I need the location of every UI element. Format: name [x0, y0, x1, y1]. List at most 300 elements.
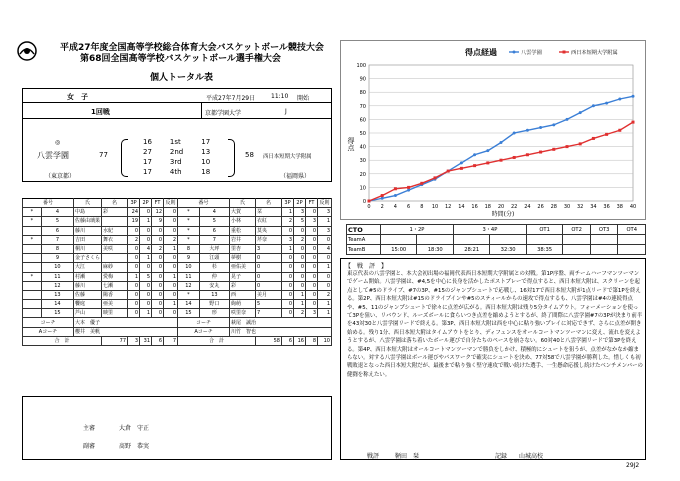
player-number: 4 — [41, 208, 73, 217]
cto-team: TeamA — [347, 235, 381, 245]
player-stat: 0 — [306, 281, 318, 290]
chart-xtick-label: 2 — [380, 204, 384, 210]
player-first-name: 七瀬 — [102, 281, 128, 290]
player-number: 9 — [41, 254, 73, 263]
game-time: 11:10 — [271, 93, 289, 100]
player-stat: 0 — [128, 281, 140, 290]
chart-point — [579, 111, 582, 114]
player-stat: 0 — [140, 281, 152, 290]
player-stat: 0 — [306, 290, 318, 299]
home-team-name: 八雲学園 — [37, 151, 69, 160]
player-first-name — [102, 217, 128, 226]
starter-mark: 11 — [178, 272, 200, 281]
cto-team-b-row — [347, 245, 646, 255]
quarter-label: 3rd — [169, 158, 182, 166]
player-stat: 0 — [306, 254, 318, 263]
starter-mark: 12 — [178, 281, 200, 290]
player-row — [23, 272, 332, 281]
cto-time: 18:30 — [417, 245, 453, 255]
player-stat: 0 — [294, 281, 306, 290]
header-cell: 番号 — [23, 199, 74, 208]
total-cell: 77 — [102, 336, 128, 345]
game-venue: 京都学園大学 — [205, 110, 242, 117]
chart-ylabel: 得点 — [347, 137, 355, 151]
starter-mark — [23, 254, 42, 263]
player-stat: 0 — [140, 208, 152, 217]
player-stat: 0 — [152, 309, 164, 318]
player-stat: 3 — [306, 217, 318, 226]
total-cell: 58 — [256, 336, 282, 345]
acoach-label: Aコーチ — [178, 327, 230, 336]
chart-point — [605, 102, 608, 105]
player-first-name: 0 — [256, 254, 282, 263]
player-stat: 0 — [164, 226, 178, 235]
chart-point — [486, 149, 489, 152]
player-last-name: 佐藤由璃果 — [75, 218, 101, 225]
chart-xtick-label: 30 — [563, 204, 571, 210]
player-number: 6 — [41, 226, 73, 235]
player-last-name: 里杏 — [230, 244, 256, 253]
player-stat: 2 — [164, 235, 178, 244]
chart-point — [460, 161, 463, 164]
chart-svg — [341, 41, 645, 219]
player-stat: 1 — [164, 272, 178, 281]
player-stat: 0 — [306, 235, 318, 244]
chart-ytick-label: 60 — [359, 117, 366, 124]
starter-mark — [23, 263, 42, 272]
chart-xtick-label: 16 — [471, 204, 478, 210]
chart-xtick-label: 32 — [577, 204, 584, 210]
commentary-text: 東京代表の八雲学園と、本大会初出場の福岡代表西日本短期大学附属との対戦。第1P序盤、両チームハーフマンツーマンでゲーム開始。八雲学園は、#4,5を中心に長身を活かしたポストプレーで得点すると、西日本短大附は、スクリーンを起点として#5のドライブ、#7の3P、#15のジャンプシュートで応戦し、16対17で西日本短大附が1点リードで第1Pを終える。第2P、西日本短大附は#15のドライブインや#5のスティールからの速攻で得点するも、八雲学園は#4の連続得点や、#5、11のジャンプシュートで徐々に点差が広がる。西日本短大附は残り5分タイムアウト。フォーメーションを使って3Pを狙い、リバウンド、ルーズボールに食らいつき点差を縮めようとするが、終了間際に八雲学園#7の3Pが決まり前半を43対30と八雲学園リードで終える。第3P、西日本短大附は西を中心に粘り強いプレイに対応できず、さらに点差が開き始める。残り1分、西日本短大附はタイムアウトをとり、ディフェンスをオールコートマンツーマンに変え、流れを変えようとするが、八雲学園は落ち着いたボール運びで自分たちのペースを崩さない。60対40と八雲学園リードで第3Pを終える。第4P、西日本短大附はオールコートマンツーマンで勝負をしかけ、積極的にシュートを狙うが、点差がなかなか縮まらない。対する八雲学園はボール運びやパスワークで確実にシュートを決め、77対58で八雲学園が勝利した。惜しくも初戦敗退となった西日本短大附だが、最後まで粘り強く堅守速攻で戦い続けた選手、一生懸命応援し続けたベンチメンバーの健闘を称えたい。 — [347, 271, 643, 378]
player-stat: 0 — [294, 254, 306, 263]
cto-team-a-row — [347, 235, 646, 245]
player-stat: 12 — [152, 208, 164, 217]
player-first-name: 0 — [256, 272, 282, 281]
player-number: 8 — [41, 244, 73, 253]
header-cell: 2P — [294, 199, 306, 208]
starter-mark: * — [23, 208, 42, 217]
total-cell: 6 — [152, 336, 164, 345]
player-last-name: 饗庭 — [74, 300, 102, 309]
player-first-name — [102, 254, 128, 263]
player-stat: 3 — [318, 208, 332, 217]
chart-point — [394, 194, 397, 197]
chart-ytick-label: 50 — [359, 131, 366, 137]
sheet-subtitle: 個人トータル表 — [150, 73, 214, 83]
player-stat: 0 — [152, 226, 164, 235]
chart-point — [605, 133, 608, 136]
starter-mark: 15 — [178, 309, 200, 318]
player-stat: 2 — [294, 235, 306, 244]
chart-point — [592, 137, 595, 140]
player-stat: 2 — [152, 244, 164, 253]
chart-xtick-label: 8 — [420, 204, 424, 210]
quarter-row — [141, 147, 212, 157]
commentary-box — [340, 258, 646, 460]
cto-ot: OT4 — [618, 225, 646, 235]
player-number: 10 — [41, 263, 73, 272]
player-stat: 0 — [318, 235, 332, 244]
player-first-name: 0 — [256, 281, 282, 290]
player-stat: 4 — [140, 244, 152, 253]
chart-point — [486, 161, 489, 164]
player-first-name: 芹奈 — [256, 235, 282, 244]
chart-point — [407, 186, 410, 189]
chart-xtick-label: 38 — [616, 204, 623, 210]
starter-mark: * — [23, 272, 42, 281]
chart-ytick-label: 0 — [362, 199, 366, 205]
total-label: 合 計 — [178, 336, 256, 345]
player-first-name: 彩 — [102, 208, 128, 217]
chart-xtick-label: 20 — [497, 204, 505, 210]
starter-mark: * — [178, 290, 200, 299]
player-number: 形 — [199, 309, 229, 318]
header-cell: 2P — [140, 199, 152, 208]
chart-point — [579, 142, 582, 145]
player-stat: 1 — [164, 300, 178, 309]
score-progress-chart — [340, 40, 646, 220]
chart-xlabel: 時間(分) — [491, 211, 515, 218]
starter-mark: 8 — [178, 244, 200, 253]
header-cell: 3P — [282, 199, 294, 208]
chart-ytick-label: 40 — [359, 144, 366, 151]
player-first-name: 水紀 — [102, 226, 128, 235]
player-last-name: 藤川 — [74, 226, 102, 235]
total-cell: 8 — [306, 336, 318, 345]
player-number: 15 — [41, 309, 73, 318]
player-number: 大坪 — [199, 244, 229, 253]
player-stat: 2 — [318, 290, 332, 299]
player-stat: 0 — [152, 235, 164, 244]
header-cell: 氏 — [74, 199, 102, 208]
player-first-name: 美月 — [256, 290, 282, 299]
player-row — [23, 226, 332, 235]
total-cell: 10 — [318, 336, 332, 345]
player-stat: 1 — [140, 217, 152, 226]
player-stat: 0 — [128, 300, 140, 309]
tournament-logo-icon — [16, 40, 38, 62]
player-first-name: 亜美 — [102, 300, 128, 309]
chart-point — [460, 167, 463, 170]
coach-row — [23, 318, 332, 327]
official1-label: 主審 — [83, 425, 96, 432]
player-last-name: 小林 — [230, 217, 256, 226]
player-stat: 0 — [140, 300, 152, 309]
game-info-box — [22, 88, 332, 182]
player-stat: 3 — [318, 226, 332, 235]
player-first-name: 5 — [256, 300, 282, 309]
player-stat: 1 — [164, 244, 178, 253]
quarter-home-score: 27 — [143, 148, 152, 156]
chart-ytick-label: 20 — [359, 171, 366, 178]
player-row — [23, 244, 332, 253]
home-final-score: 77 — [99, 151, 108, 159]
player-stat: 0 — [152, 290, 164, 299]
player-stat: 0 — [164, 217, 178, 226]
chart-point — [420, 182, 423, 185]
player-last-name: 絢萌 — [230, 300, 256, 309]
player-stat: 0 — [164, 309, 178, 318]
player-stat: 1 — [294, 290, 306, 299]
player-stat: 0 — [128, 290, 140, 299]
coach-label: コーチ — [23, 318, 74, 327]
player-row — [23, 254, 332, 263]
starter-mark — [23, 300, 42, 309]
player-row — [23, 281, 332, 290]
player-stat: 2 — [282, 217, 294, 226]
player-row — [23, 309, 332, 318]
starter-mark: * — [178, 208, 200, 217]
cto-time: 28:21 — [453, 245, 489, 255]
starter-mark — [23, 290, 42, 299]
player-number: 12 — [41, 281, 73, 290]
chart-point — [473, 153, 476, 156]
chart-point — [552, 123, 555, 126]
player-last-name: 重松 — [230, 226, 256, 235]
player-first-name: 舞衣 — [102, 235, 128, 244]
score-bracket-left — [121, 139, 128, 177]
player-stat: 9 — [152, 217, 164, 226]
player-first-name: 麻紗 — [102, 263, 128, 272]
cto-label: CTO — [347, 225, 381, 235]
player-stat: 1 — [318, 309, 332, 318]
player-stat: 0 — [282, 226, 294, 235]
player-last-name: 芦山 — [74, 309, 102, 318]
player-last-name: 夢樹 — [230, 254, 256, 263]
player-stat: 0 — [128, 309, 140, 318]
player-number: 13 — [199, 290, 229, 299]
starter-mark — [23, 244, 42, 253]
player-first-name: 7 — [256, 309, 282, 318]
away-team-name: 西日本短期大学附属 — [263, 154, 312, 160]
header-cell: 反則 — [319, 200, 330, 207]
player-stat: 0 — [282, 254, 294, 263]
chart-point — [618, 98, 621, 101]
home-coach: 大本 優子 — [74, 318, 178, 327]
game-date: 平成27年7月29日 — [206, 95, 256, 102]
starter-mark — [23, 309, 42, 318]
player-stat: 5 — [140, 272, 152, 281]
player-stat: 0 — [152, 272, 164, 281]
player-first-name: 愛梅 — [102, 272, 128, 281]
chart-point — [500, 141, 503, 144]
chart-point — [592, 104, 595, 107]
quarter-label: 2nd — [169, 148, 184, 156]
away-prefecture: （福岡県） — [280, 173, 311, 180]
chart-ytick-label: 100 — [356, 63, 366, 69]
quarter-away-score: 18 — [201, 168, 211, 176]
starter-mark — [23, 226, 42, 235]
player-stat: 0 — [294, 263, 306, 272]
starter-mark: 14 — [178, 300, 200, 309]
player-stat: 5 — [294, 217, 306, 226]
chart-xtick-label: 12 — [445, 204, 452, 210]
chart-point — [513, 156, 516, 159]
chart-ytick-label: 70 — [359, 103, 366, 110]
player-stat: 3 — [306, 309, 318, 318]
player-stat: 0 — [294, 226, 306, 235]
player-row — [23, 208, 332, 217]
chart-xtick-label: 26 — [537, 204, 544, 210]
player-stat: 19 — [128, 217, 140, 226]
player-stat: 3 — [294, 208, 306, 217]
player-first-name: 0 — [256, 263, 282, 272]
chart-ytick-label: 80 — [359, 90, 366, 97]
chart-point — [632, 95, 635, 98]
chart-legend-label: 八雲学園 — [521, 50, 542, 56]
player-first-name: 陽香 — [102, 290, 128, 299]
player-number: 7 — [41, 235, 73, 244]
player-stat: 0 — [306, 208, 318, 217]
player-last-name: 金子さくら — [75, 255, 101, 262]
player-last-name: 亜佑美 — [230, 263, 256, 272]
player-number: 7 — [199, 235, 229, 244]
player-number: 4 — [199, 208, 229, 217]
game-venue-code: J — [285, 108, 287, 115]
player-stat: 0 — [282, 263, 294, 272]
quarter-scores — [141, 137, 212, 177]
player-number: 11 — [41, 272, 73, 281]
quarter-away-score: 10 — [201, 158, 211, 166]
starter-mark: * — [23, 235, 42, 244]
cto-team: TeamB — [347, 245, 381, 255]
player-stat: 1 — [294, 300, 306, 309]
total-cell: 31 — [140, 336, 152, 345]
player-row — [23, 290, 332, 299]
player-stat: 0 — [128, 254, 140, 263]
starter-mark: 9 — [178, 254, 200, 263]
chart-point — [473, 164, 476, 167]
official2-name: 髙野 恭実 — [119, 443, 150, 450]
player-stat: 0 — [140, 226, 152, 235]
chart-xtick-label: 0 — [367, 204, 371, 210]
player-stat: 1 — [318, 263, 332, 272]
total-label: 合 計 — [23, 336, 102, 345]
chart-xtick-label: 10 — [431, 204, 439, 210]
header-cell: 名 — [256, 199, 282, 208]
player-stat: 0 — [282, 272, 294, 281]
player-first-name: 栞 — [256, 208, 282, 217]
player-stat: 0 — [318, 272, 332, 281]
chart-point — [394, 187, 397, 190]
total-cell: 6 — [282, 336, 294, 345]
header-cell: FT — [306, 199, 318, 208]
player-first-name: 莫央 — [256, 226, 282, 235]
chart-point — [447, 170, 450, 173]
player-number: 野口 — [199, 300, 229, 309]
quarter-label: 4th — [169, 168, 182, 176]
quarter-home-score: 17 — [143, 158, 152, 166]
recorder-name: 山城高校 — [519, 453, 544, 460]
player-row — [23, 300, 332, 309]
chart-point — [632, 121, 635, 124]
home-assistant-coach: 櫻井 美帆 — [74, 327, 178, 336]
player-stat: 0 — [128, 226, 140, 235]
player-stat: 1 — [282, 208, 294, 217]
player-stat: 0 — [306, 244, 318, 253]
chart-point — [381, 194, 384, 197]
chart-point — [513, 132, 516, 135]
player-stat: 0 — [282, 290, 294, 299]
chart-xtick-label: 6 — [407, 204, 411, 210]
player-last-name: 佐藤 — [74, 290, 102, 299]
player-stat: 1 — [140, 309, 152, 318]
player-stat: 0 — [318, 254, 332, 263]
cto-time: 38:35 — [526, 245, 562, 255]
chart-point — [381, 197, 384, 200]
chart-point — [566, 118, 569, 121]
chart-xtick-label: 4 — [393, 204, 397, 210]
quarter-away-score: 17 — [201, 138, 211, 146]
chart-legend-marker — [563, 51, 566, 54]
player-stat: 1 — [282, 244, 294, 253]
starter-mark: * — [178, 235, 200, 244]
player-stat: 0 — [164, 208, 178, 217]
cto-time: 15:00 — [381, 245, 417, 255]
player-stat: 0 — [282, 281, 294, 290]
player-number: 5 — [41, 217, 73, 226]
player-last-name: 藤川 — [74, 281, 102, 290]
stats-header-row — [23, 199, 332, 208]
player-first-name: 衣紅 — [256, 217, 282, 226]
header-line1: 平成27年度全国高等学校総合体育大会バスケットボール競技大会 — [60, 43, 324, 53]
header-cell: 3P — [128, 199, 140, 208]
writer-label: 戦評 — [367, 453, 380, 460]
player-number: 安丸 — [199, 281, 229, 290]
player-last-name: 桐川 — [74, 244, 102, 253]
player-stat: 0 — [140, 263, 152, 272]
player-first-name: 美咲 — [102, 244, 128, 253]
header-cell: 番号 — [178, 199, 230, 208]
player-stat: 0 — [318, 281, 332, 290]
player-last-name: 晃子 — [230, 272, 256, 281]
player-stat: 1 — [128, 272, 140, 281]
writer-name: 鞆田 栞 — [395, 453, 420, 460]
player-stats-table — [22, 198, 332, 346]
player-stat: 0 — [282, 309, 294, 318]
player-stat: 24 — [128, 208, 140, 217]
chart-xtick-label: 40 — [629, 204, 637, 210]
cto-half-1: 1・2P — [381, 225, 454, 235]
chart-ytick-label: 30 — [359, 158, 366, 165]
chart-title: 得点経過 — [465, 48, 497, 57]
assistant-coach-row — [23, 327, 332, 336]
player-last-name: 咲里奈 — [230, 309, 256, 318]
chart-point — [526, 129, 529, 132]
quarter-away-score: 13 — [201, 148, 211, 156]
quarter-label: 1st — [169, 138, 181, 146]
player-stat: 0 — [306, 272, 318, 281]
player-stat: 0 — [306, 226, 318, 235]
page-number: 29J2 — [626, 462, 640, 469]
chart-xtick-label: 36 — [603, 204, 610, 210]
player-row — [23, 235, 332, 244]
chart-point — [526, 153, 529, 156]
player-stat: 0 — [306, 263, 318, 272]
player-stat: 0 — [294, 244, 306, 253]
chart-xtick-label: 18 — [484, 204, 491, 210]
starter-mark: * — [23, 217, 42, 226]
player-stat: 1 — [140, 254, 152, 263]
cto-time: 32:30 — [490, 245, 526, 255]
chart-point — [539, 151, 542, 154]
cto-ot: OT1 — [526, 225, 562, 235]
player-row — [23, 263, 332, 272]
player-stat: 4 — [318, 244, 332, 253]
chart-point — [539, 126, 542, 129]
player-stat: 0 — [306, 300, 318, 309]
game-round: 1回戦 — [91, 108, 110, 116]
